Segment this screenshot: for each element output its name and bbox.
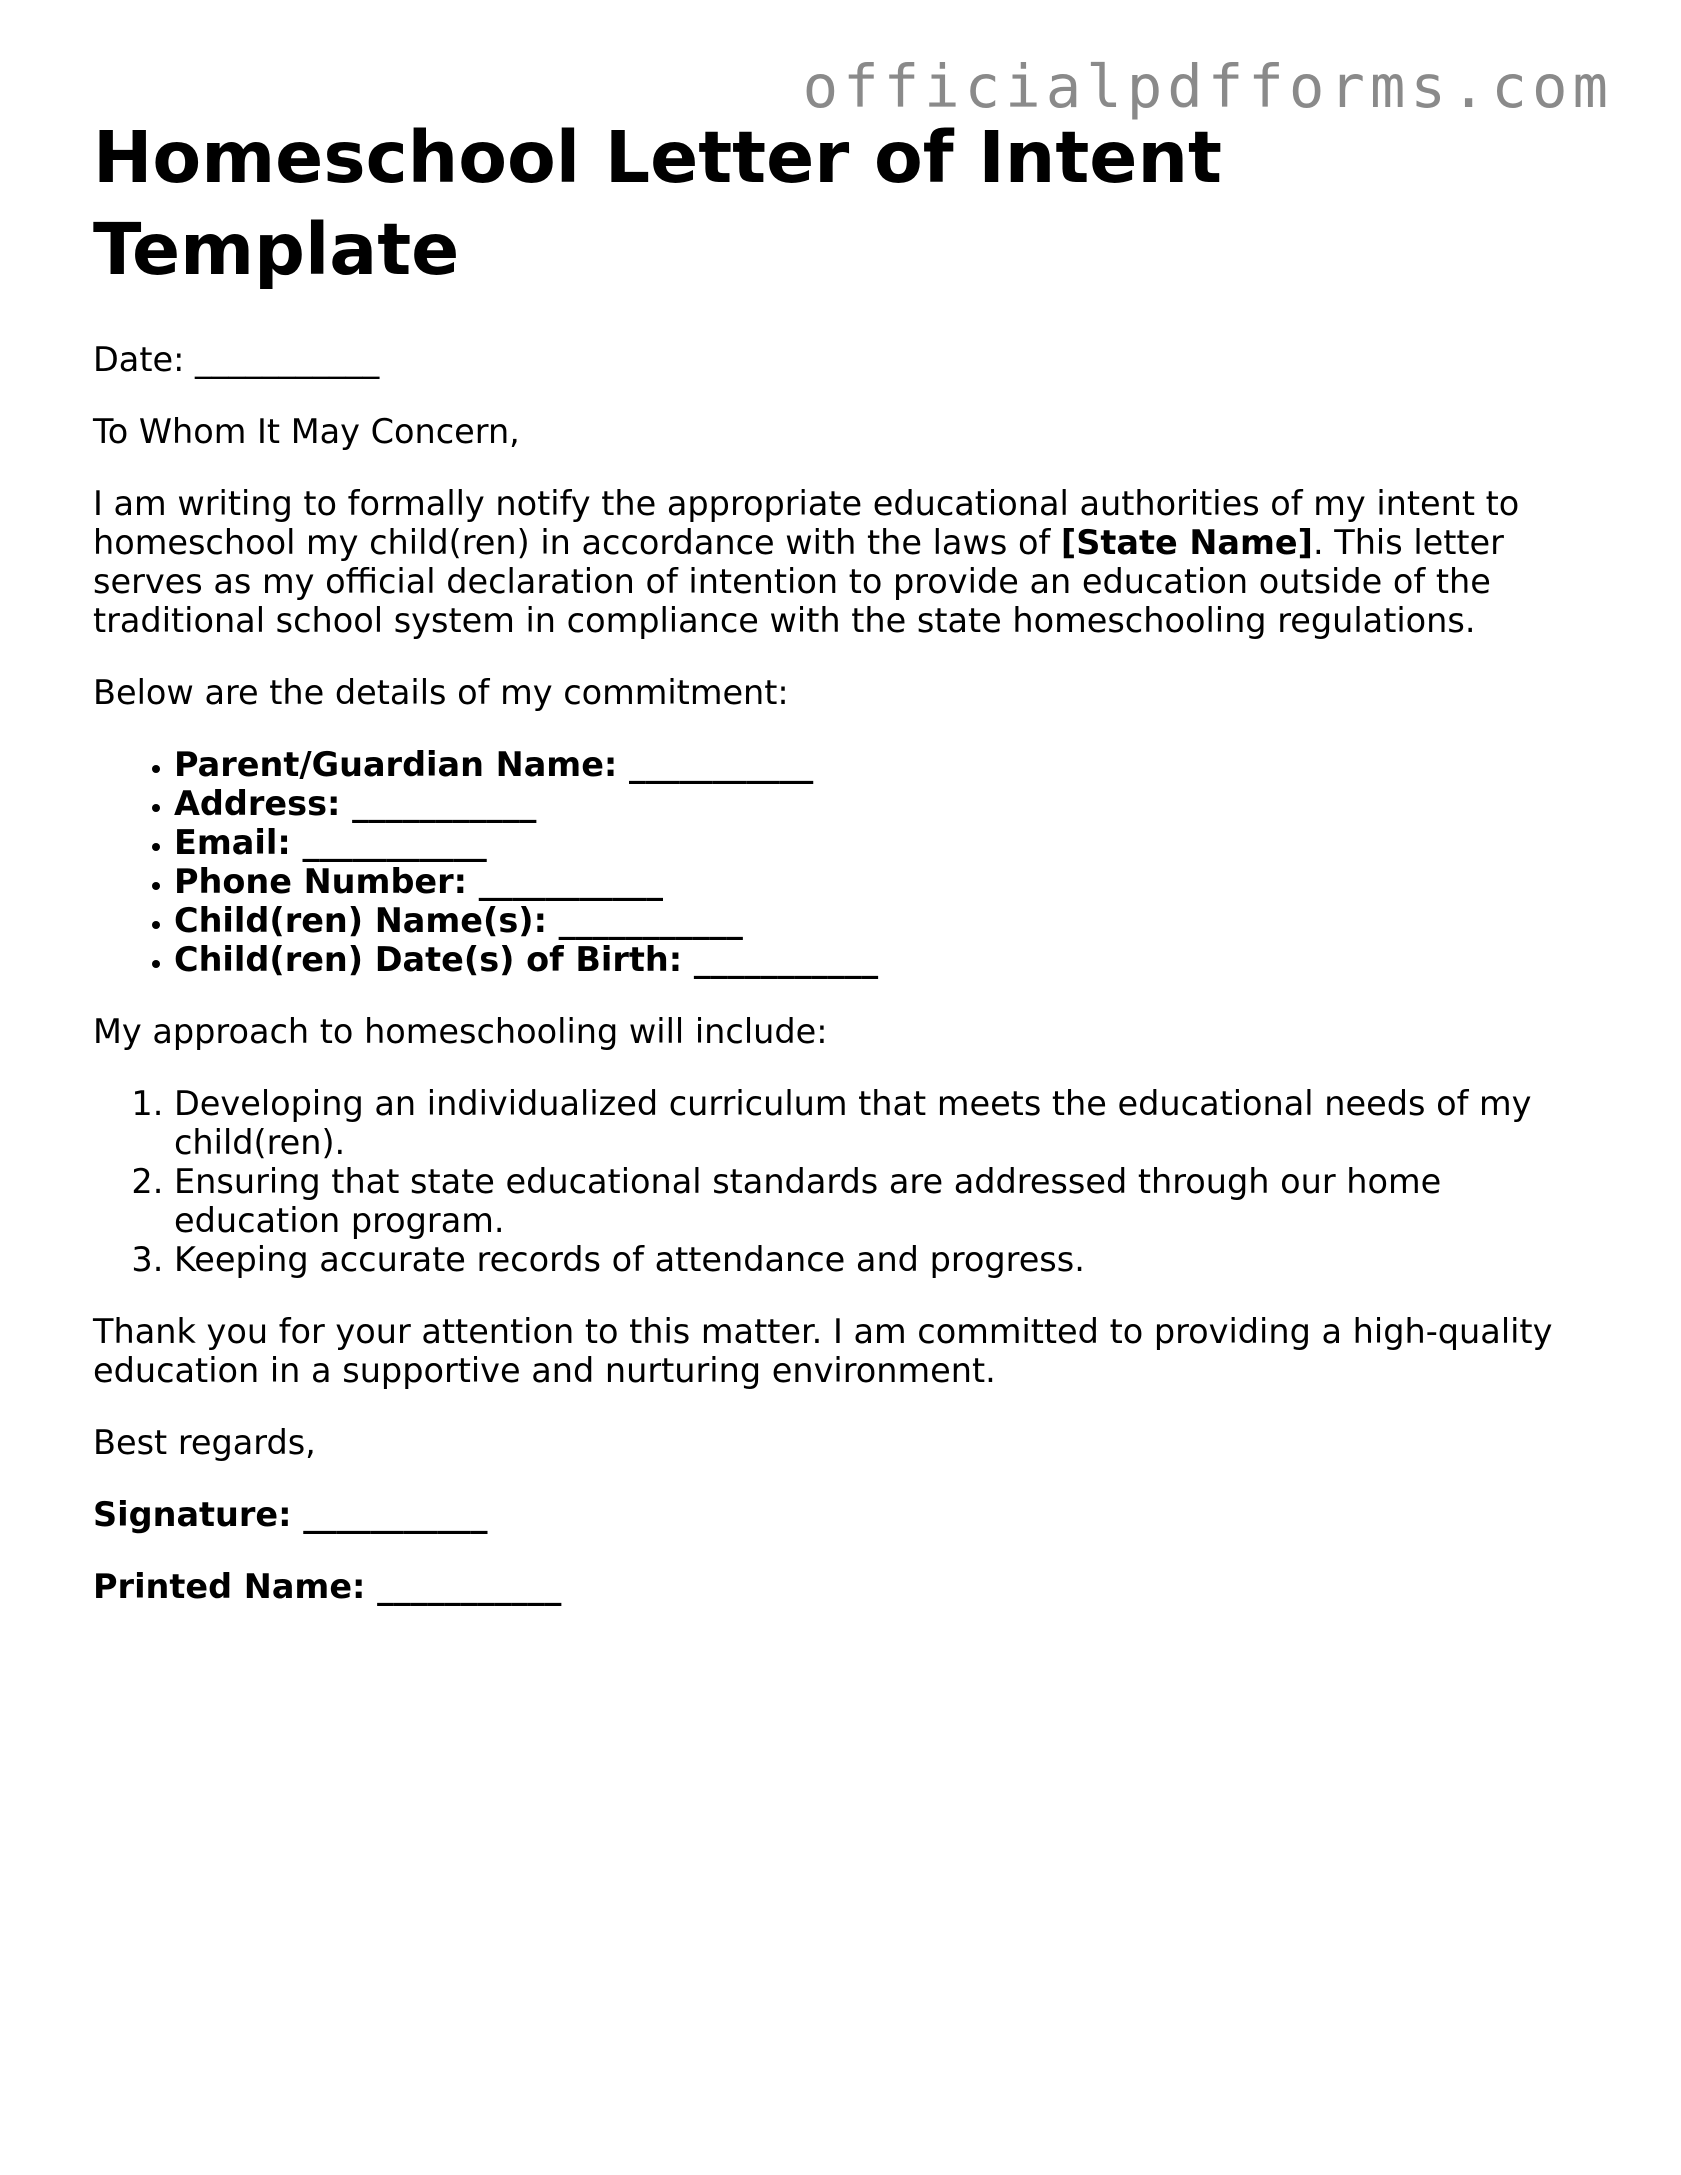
printed-name-label: Printed Name: xyxy=(93,1567,366,1606)
watermark: officialpdfforms.com xyxy=(802,52,1613,121)
detail-label: Address: xyxy=(174,784,341,823)
approach-item-curriculum: 1. Developing an individualized curriculum that meets the educational needs of my child(ren). xyxy=(174,1084,1593,1162)
approach-item-standards: 2. Ensuring that state educational standards are addressed through our home education program. xyxy=(174,1162,1593,1240)
intro-text-part2: . This letter serves as my official declaration of intention to provide an education outside of the traditional school system in compliance with the state homeschooling regulations. xyxy=(93,523,1504,640)
detail-children-dob xyxy=(174,940,1593,979)
detail-email xyxy=(174,823,1593,862)
details-list xyxy=(93,745,1593,979)
page-title: Homeschool Letter of Intent Template xyxy=(93,116,1222,291)
detail-blank: ___________ xyxy=(352,784,537,823)
detail-blank: ___________ xyxy=(693,940,879,979)
sign-off: Best regards, xyxy=(93,1423,316,1462)
detail-children-names xyxy=(174,901,1593,940)
signature-blank: ___________ xyxy=(303,1495,488,1534)
detail-blank: ___________ xyxy=(302,823,487,862)
detail-label: Parent/Guardian Name: xyxy=(174,745,618,784)
intro-text-part1: I am writing to formally notify the appropriate educational authorities of my intent to homeschool my child(ren) in accordance with the laws of xyxy=(93,484,1520,562)
approach-item-records: 3. Keeping accurate records of attendance and progress. xyxy=(174,1240,1593,1279)
date-line: Date: ___________ xyxy=(93,340,380,379)
printed-name-line xyxy=(93,1567,1593,1606)
detail-label: Email: xyxy=(174,823,291,862)
approach-intro: My approach to homeschooling will include: xyxy=(93,1012,828,1051)
detail-blank: ___________ xyxy=(558,901,743,940)
detail-label: Child(ren) Date(s) of Birth: xyxy=(174,940,683,979)
detail-label: Child(ren) Name(s): xyxy=(174,901,547,940)
detail-label: Phone Number: xyxy=(174,862,468,901)
salutation: To Whom It May Concern, xyxy=(93,412,520,451)
approach-list xyxy=(93,1084,1593,1279)
printed-name-blank: ___________ xyxy=(377,1567,562,1606)
state-name-placeholder: [State Name] xyxy=(1060,523,1313,562)
detail-address xyxy=(174,784,1593,823)
intro-paragraph xyxy=(93,484,1593,640)
details-intro: Below are the details of my commitment: xyxy=(93,673,789,712)
detail-phone xyxy=(174,862,1593,901)
detail-blank: ___________ xyxy=(629,745,814,784)
closing-paragraph: Thank you for your attention to this matter. I am committed to providing a high-quality education in a supportive and nurturing environment. xyxy=(93,1312,1553,1390)
detail-blank: ___________ xyxy=(478,862,663,901)
letter-page xyxy=(93,112,1593,1639)
signature-line xyxy=(93,1495,1593,1534)
signature-label: Signature: xyxy=(93,1495,292,1534)
detail-parent-name xyxy=(174,745,1593,784)
